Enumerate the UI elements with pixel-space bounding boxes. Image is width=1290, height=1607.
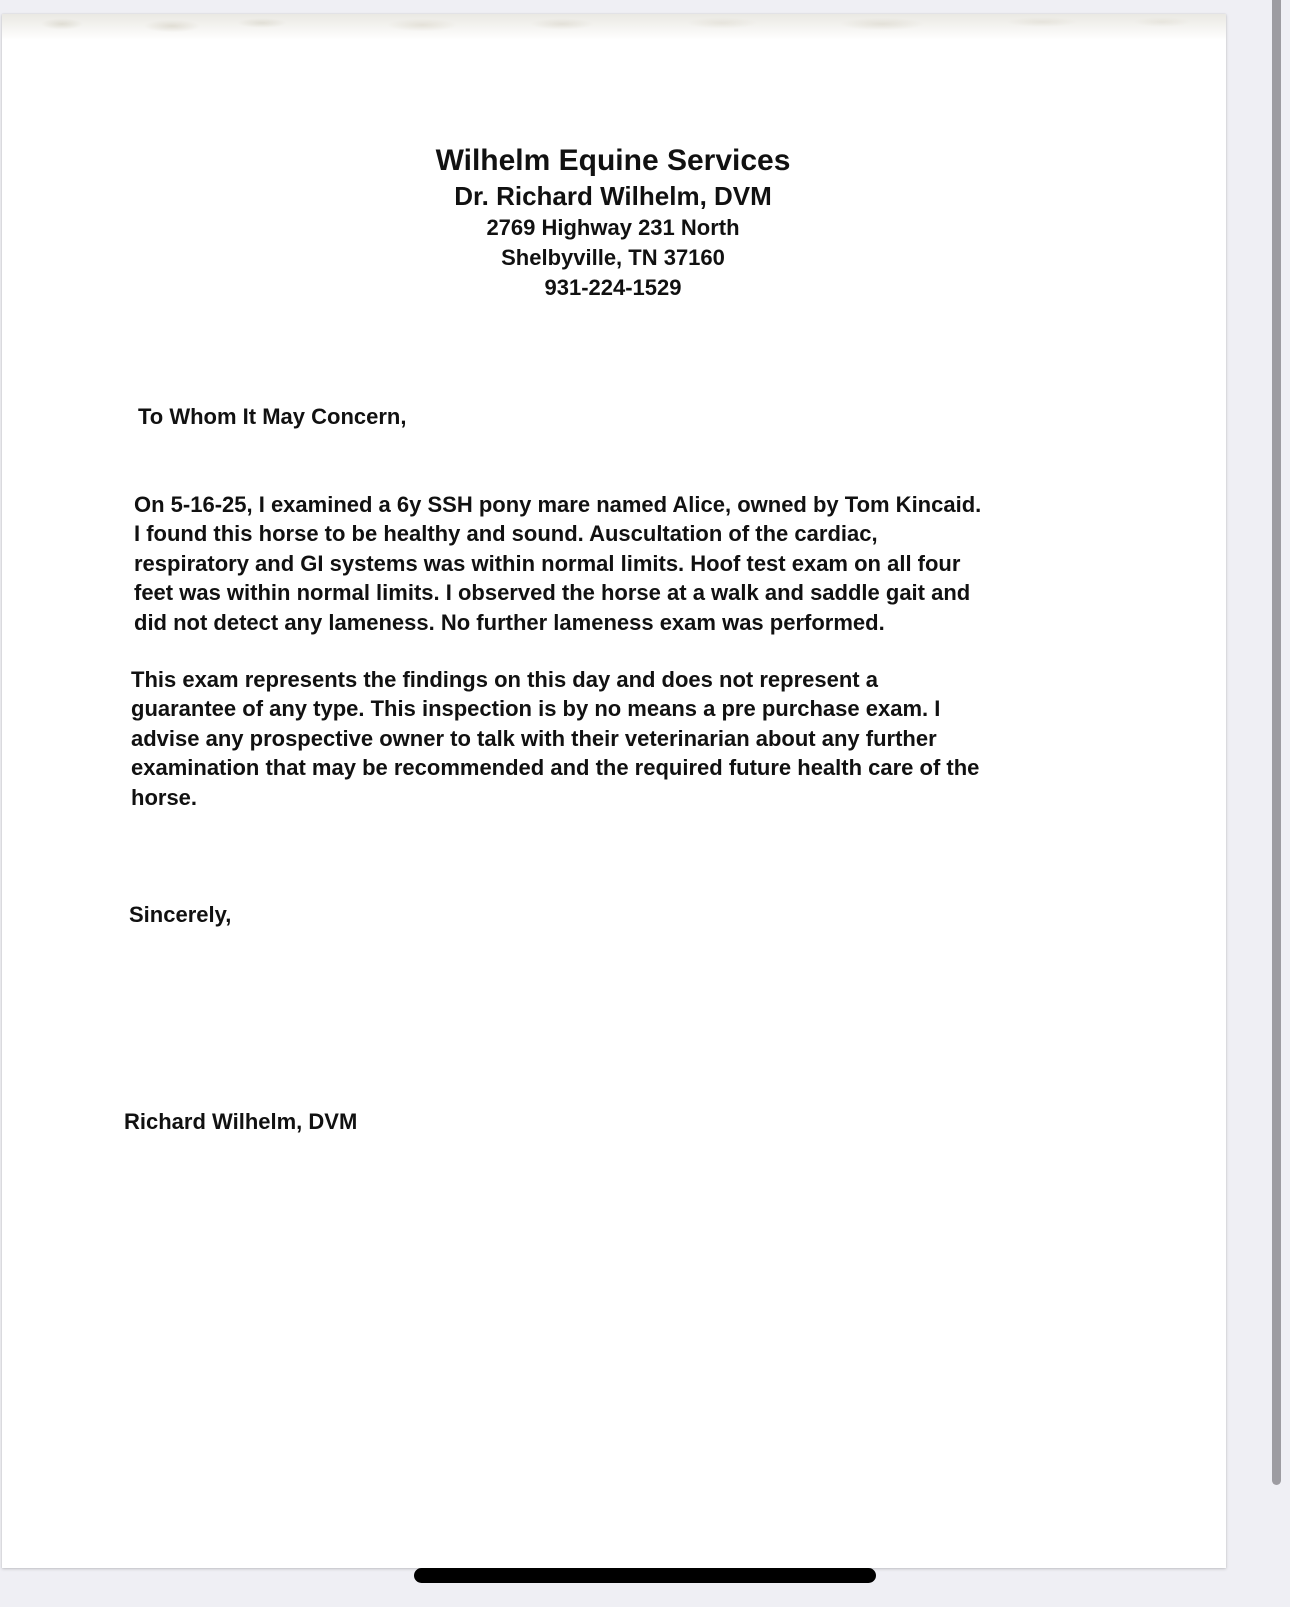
paragraph-line: horse. — [131, 784, 198, 810]
greeting: To Whom It May Concern, — [138, 404, 407, 429]
paragraph-line: respiratory and GI systems was within normal limits. Hoof test exam on all four — [134, 550, 961, 576]
scan-edge-artifact — [2, 14, 1226, 40]
signature-name: Richard Wilhelm, DVM — [124, 1109, 358, 1134]
letterhead — [2, 142, 1225, 303]
paragraph-exam-findings — [134, 490, 981, 637]
address-line-2: Shelbyville, TN 37160 — [501, 245, 725, 270]
paragraph-line: advise any prospective owner to talk with their veterinarian about any further — [131, 725, 937, 751]
paragraph-line: did not detect any lameness. No further lameness exam was performed. — [134, 609, 885, 635]
address-line-1: 2769 Highway 231 North — [486, 215, 740, 240]
paragraph-line: This exam represents the findings on this day and does not represent a — [131, 667, 878, 692]
paragraph-disclaimer — [131, 665, 979, 812]
paragraph-line: On 5-16-25, I examined a 6y SSH pony mare named Alice, owned by Tom Kincaid. — [134, 492, 982, 517]
paragraph-line: guarantee of any type. This inspection is by no means a pre purchase exam. I — [131, 696, 941, 722]
home-indicator[interactable] — [414, 1568, 876, 1583]
document-page — [2, 14, 1226, 1568]
vertical-scrollbar[interactable] — [1272, 0, 1281, 1485]
company-name: Wilhelm Equine Services — [435, 144, 791, 177]
phone-number: 931-224-1529 — [544, 275, 682, 300]
paragraph-line: feet was within normal limits. I observed the horse at a walk and saddle gait and — [134, 580, 971, 606]
paragraph-line: examination that may be recommended and the required future health care of the — [131, 755, 980, 781]
paragraph-line: I found this horse to be healthy and sound. Auscultation of the cardiac, — [134, 521, 878, 547]
doctor-name: Dr. Richard Wilhelm, DVM — [454, 181, 772, 211]
closing: Sincerely, — [129, 902, 232, 927]
